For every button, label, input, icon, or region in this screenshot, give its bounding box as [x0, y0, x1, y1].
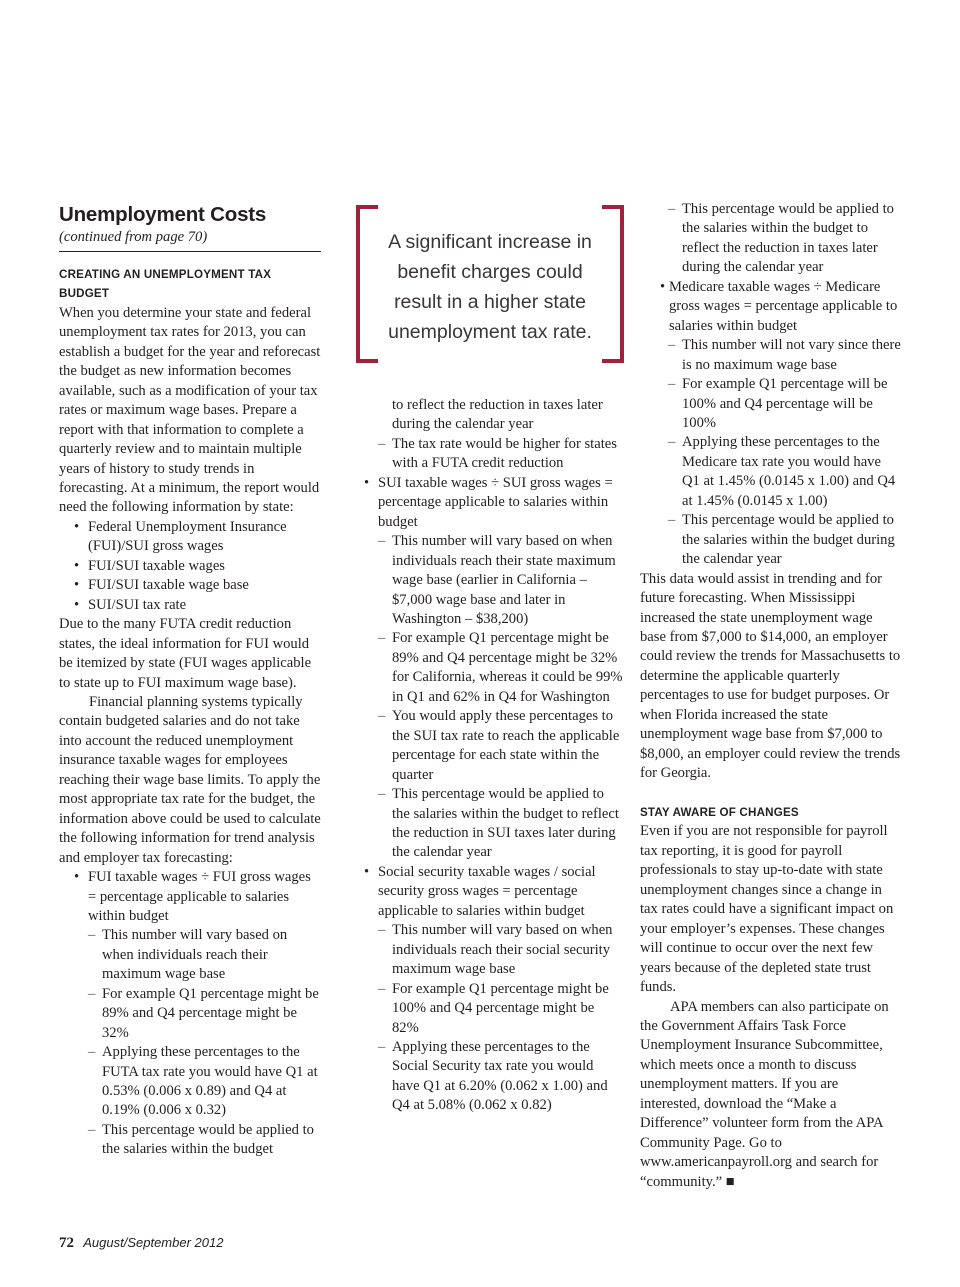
sub-item-text: For example Q1 percentage might be 89% and Q4 percentage might be 32% for California, whereas it could be 99% in Q1 and 62% in Q4 for Washington [392, 630, 623, 705]
page-number: 72 [59, 1235, 74, 1251]
sub-item-text: For example Q1 percentage might be 89% and Q4 percentage might be 32% [102, 985, 319, 1041]
bullet-icon: • [364, 863, 370, 880]
dash-icon: – [378, 708, 386, 725]
sub-item [361, 785, 623, 863]
dash-icon: – [378, 786, 386, 803]
pull-quote-text: A significant increase in benefit charges could result in a higher state unemployment tax rate. [388, 231, 592, 343]
bullet-item [361, 474, 623, 532]
sub-item-text: For example Q1 percentage might be 100% and Q4 percentage might be 82% [392, 980, 609, 1036]
issue-date: August/September 2012 [83, 1235, 224, 1250]
sub-item [640, 511, 902, 569]
paragraph: APA members can also participate on the Government Affairs Task Force Unemployment Insurance Subcommittee, which meets once a month to discuss unemployment matters. If you are interested, download the “Make a Difference” volunteer form from the APA Community Page. Go to www.americanpayroll.org and search for “community.” ■ [640, 998, 889, 1190]
pull-quote-bracket-right [602, 205, 624, 363]
bullet-icon: • [660, 278, 666, 295]
sub-item-text: This number will vary based on when individuals reach their state maximum wage base (earlier in California – $7,000 wage base and later in Washington – $38,200) [392, 533, 616, 627]
sub-item [640, 433, 902, 511]
bullet-item [640, 278, 902, 336]
sub-item-text: This number will not vary since there is no maximum wage base [682, 337, 901, 373]
sub-item-text: Applying these percentages to the Social Security tax rate you would have Q1 at 6.20% (0.062 x 1.00) and Q4 at 5.08% (0.062 x 0.82) [392, 1038, 608, 1114]
article-title: Unemployment Costs [59, 203, 267, 226]
bullet-text: FUI/SUI taxable wage base [88, 577, 249, 594]
dash-icon: – [668, 376, 676, 393]
bullet-icon: • [74, 869, 80, 886]
sub-item-text: to reflect the reduction in taxes later during the calendar year [392, 397, 603, 433]
bullet-icon: • [74, 596, 80, 613]
dash-icon: – [88, 927, 96, 944]
sub-item-text: This number will vary based on when individuals reach their social security maximum wage base [392, 922, 613, 978]
dash-icon: – [88, 985, 96, 1002]
sub-item [59, 985, 321, 1043]
sub-item [361, 532, 623, 629]
dash-icon: – [378, 435, 386, 452]
sub-item [361, 396, 623, 435]
bullet-item [59, 557, 321, 576]
spacer [640, 784, 902, 803]
sub-item-text: You would apply these percentages to the SUI tax rate to reach the applicable percentage for each state within the quarter [392, 708, 620, 783]
sub-item-text: This percentage would be applied to the salaries within the budget to reflect the reduction in taxes later during the calendar year [682, 201, 894, 276]
sub-item [361, 435, 623, 474]
bullet-icon: • [74, 518, 80, 535]
dash-icon: – [378, 1038, 386, 1055]
continued-note: (continued from page 70) [59, 228, 321, 252]
column-1 [59, 200, 321, 1160]
bullet-item [59, 868, 321, 926]
page-footer [59, 1235, 223, 1252]
bullet-text: Federal Unemployment Insurance (FUI)/SUI gross wages [88, 518, 287, 555]
bullet-text: Medicare taxable wages ÷ Medicare gross wages = percentage applicable to salaries within budget [669, 278, 898, 334]
pull-quote-bracket-left [356, 205, 378, 363]
bullet-item [59, 596, 321, 615]
bullet-item [361, 863, 623, 921]
dash-icon: – [378, 980, 386, 997]
dash-icon: – [668, 201, 676, 217]
sub-item-text: For example Q1 percentage will be 100% and Q4 percentage will be 100% [682, 376, 888, 431]
sub-item-text: This percentage would be applied to the salaries within the budget to reflect the reduction in SUI taxes later during the calendar year [392, 786, 619, 861]
sub-item [640, 375, 902, 433]
dash-icon: – [88, 1121, 96, 1138]
sub-item [59, 1043, 321, 1121]
paragraph: Due to the many FUTA credit reduction states, the ideal information for FUI would be itemized by state (FUI wages applicable to state up to FUI maximum wage base). [59, 616, 312, 691]
sub-item [59, 926, 321, 984]
bullet-text: FUI taxable wages ÷ FUI gross wages = percentage applicable to salaries within budget [88, 869, 311, 924]
sub-item [59, 1121, 321, 1160]
sub-item-text: This number will vary based on when individuals reach their maximum wage base [102, 927, 288, 983]
sub-item-text: Applying these percentages to the FUTA tax rate you would have Q1 at 0.53% (0.006 x 0.89) and Q4 at 0.19% (0.006 x 0.32) [102, 1044, 318, 1119]
section-heading: STAY AWARE OF CHANGES [640, 806, 799, 820]
dash-icon: – [378, 922, 386, 939]
bullet-item [59, 576, 321, 595]
bullet-icon: • [364, 474, 370, 491]
column-2-body [361, 396, 623, 1116]
dash-icon: – [88, 1044, 96, 1061]
paragraph: Financial planning systems typically contain budgeted salaries and do not take into account the reduced unemployment insurance taxable wages for employees reaching their wage base limits. To apply the most appropriate tax rate for the budget, the information above could be used to calculate the following information for trend analysis and employer tax forecasting: [59, 693, 321, 866]
sub-item-text: Applying these percentages to the Medicare tax rate you would have Q1 at 1.45% (0.0145 x 1.00) and Q4 at 1.45% (0.0145 x 1.00) [682, 434, 896, 509]
sub-item [640, 336, 902, 375]
dash-icon: – [378, 533, 386, 550]
dash-icon: – [668, 434, 676, 451]
sub-item [361, 629, 623, 707]
section-heading: CREATING AN UNEMPLOYMENT TAX BUDGET [59, 268, 272, 301]
sub-item [361, 707, 623, 785]
paragraph: When you determine your state and federal unemployment tax rates for 2013, you can establish a budget for the year and reforecast the budget as new information becomes available, such as a modification of your tax rates or maximum wage bases. Prepare a report with that information to complete a quarterly review and to maintain multiple years of history to study trends in forecasting. At a minimum, the report would need the following information by state: [59, 304, 321, 516]
sub-item [361, 980, 623, 1038]
sub-item [640, 200, 902, 278]
paragraph: This data would assist in trending and for future forecasting. When Mississippi increased the state unemployment wage base from $7,000 to $14,000, an employer could review the trends for Massachusetts to determine the applicable quarterly percentages to use for budget purposes. Or when Florida increased the state unemployment wage base from $7,000 to $8,000, an employer could review the trends for Georgia. [640, 570, 901, 782]
bullet-icon: • [74, 577, 80, 594]
paragraph: Even if you are not responsible for payroll tax reporting, it is good for payroll professionals to stay up-to-date with state unemployment changes since a change in tax rates could have a significant impact on your employer’s expenses. These changes will continue to occur over the next few years because of the depleted state trust funds. [640, 823, 894, 996]
column-3 [640, 200, 902, 1192]
sub-item-text: This percentage would be applied to the salaries within the budget [102, 1121, 314, 1158]
column-2 [361, 396, 623, 1116]
bullet-text: SUI taxable wages ÷ SUI gross wages = percentage applicable to salaries within budget [378, 474, 613, 530]
sub-item [361, 1038, 623, 1116]
bullet-icon: • [74, 557, 80, 574]
sub-item-text: This percentage would be applied to the salaries within the budget during the calendar year [682, 512, 895, 568]
bullet-text: SUI/SUI tax rate [88, 596, 187, 613]
column-1-body [59, 265, 321, 1160]
dash-icon: – [668, 512, 676, 529]
column-3-body [640, 200, 902, 1192]
bullet-item [59, 518, 321, 557]
bullet-text: FUI/SUI taxable wages [88, 557, 225, 574]
sub-item [361, 921, 623, 979]
pull-quote [356, 205, 624, 365]
bullet-text: Social security taxable wages / social security gross wages = percentage applicable to salaries within budget [378, 863, 596, 919]
sub-item-text: The tax rate would be higher for states with a FUTA credit reduction [392, 435, 617, 472]
dash-icon: – [668, 337, 676, 354]
dash-icon: – [378, 630, 386, 647]
